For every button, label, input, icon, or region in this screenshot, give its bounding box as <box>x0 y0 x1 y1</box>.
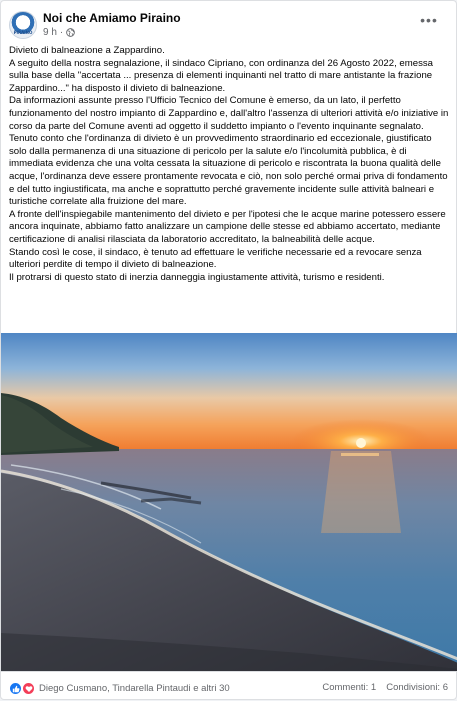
meta-separator: · <box>59 27 64 38</box>
shares-count[interactable]: Condivisioni: 6 <box>386 682 448 693</box>
post-body <box>9 45 449 284</box>
page-avatar[interactable] <box>9 11 37 39</box>
like-icon <box>9 682 22 695</box>
post-paragraph: Il protrarsi di questo stato di inerzia danneggia ingiustamente attività, turismo e residenti. <box>9 271 385 283</box>
more-options-icon[interactable]: ••• <box>420 12 438 28</box>
engagement-counts <box>322 682 448 693</box>
reactions-summary[interactable] <box>9 682 230 695</box>
post-footer <box>1 671 457 701</box>
post-paragraph: Stando così le cose, il sindaco, è tenuto ad effettuare le verifiche necessarie ed a revocare senza ulteriori perdite di tempo il divieto di balneazione. <box>9 246 422 271</box>
post-time[interactable]: 9 h <box>43 27 57 38</box>
post-paragraph: Divieto di balneazione a Zappardino. <box>9 45 165 56</box>
reactions-text: Diego Cusmano, Tindarella Pintaudi e altri 30 <box>39 683 230 694</box>
page-name-link[interactable]: Noi che Amiamo Piraino <box>43 11 181 25</box>
post-meta <box>43 27 75 38</box>
post-paragraph: A seguito della nostra segnalazione, il sindaco Cipriano, con ordinanza del 26 Agosto 2022, emessa sulla base della "accertata ... presenza di elementi inquinanti nel tratto di mare antistante la frazione Zappardino..." ha disposto il divieto di balneazione. <box>9 57 434 94</box>
avatar-text: PIRAINO <box>13 30 33 35</box>
love-icon <box>22 682 35 695</box>
post-paragraph: A fronte dell'inspiegabile mantenimento del divieto e per l'ipotesi che le acque marine potessero essere ancora inquinate, abbiamo fatto analizzare un campione delle stesse ed abbiamo accertato, mediante certificazione di analisi rilasciata da laboratorio accreditato, la balneabilità delle acque. <box>9 208 446 245</box>
comments-count[interactable]: Commenti: 1 <box>322 682 377 693</box>
post-header <box>9 9 448 41</box>
sunset-beach-image <box>1 333 457 671</box>
post-photo[interactable] <box>1 333 457 671</box>
post-paragraph: Tenuto conto che l'ordinanza di divieto è un provvedimento straordinario ed eccezionale, giustificato solo dalla permanenza di una situazione di pericolo per la salute e/o l'incolumità pubblica, è di immediata evidenza che una volta cessata la situazione di pericolo e riscontrata la buona qualità delle acque, l'ordinanza deve essere prontamente revocata e ciò, non solo perché ormai priva di fondamento e del tutto ingiustificata, ma anche e soprattutto perché gravemente incidente sulle attività balneari e turistiche correlate alla fruizione del mare. <box>9 133 448 208</box>
globe-icon <box>66 28 75 37</box>
post-paragraph: Da informazioni assunte presso l'Ufficio Tecnico del Comune è emerso, da un lato, il perfetto funzionamento del nostro impianto di Zappardino e, dall'altro l'assenza di ulteriori attività e/o iniziative in corso da parte del Comune aventi ad oggetto il suddetto impianto o l'evento inquinante segnalato. <box>9 95 449 132</box>
